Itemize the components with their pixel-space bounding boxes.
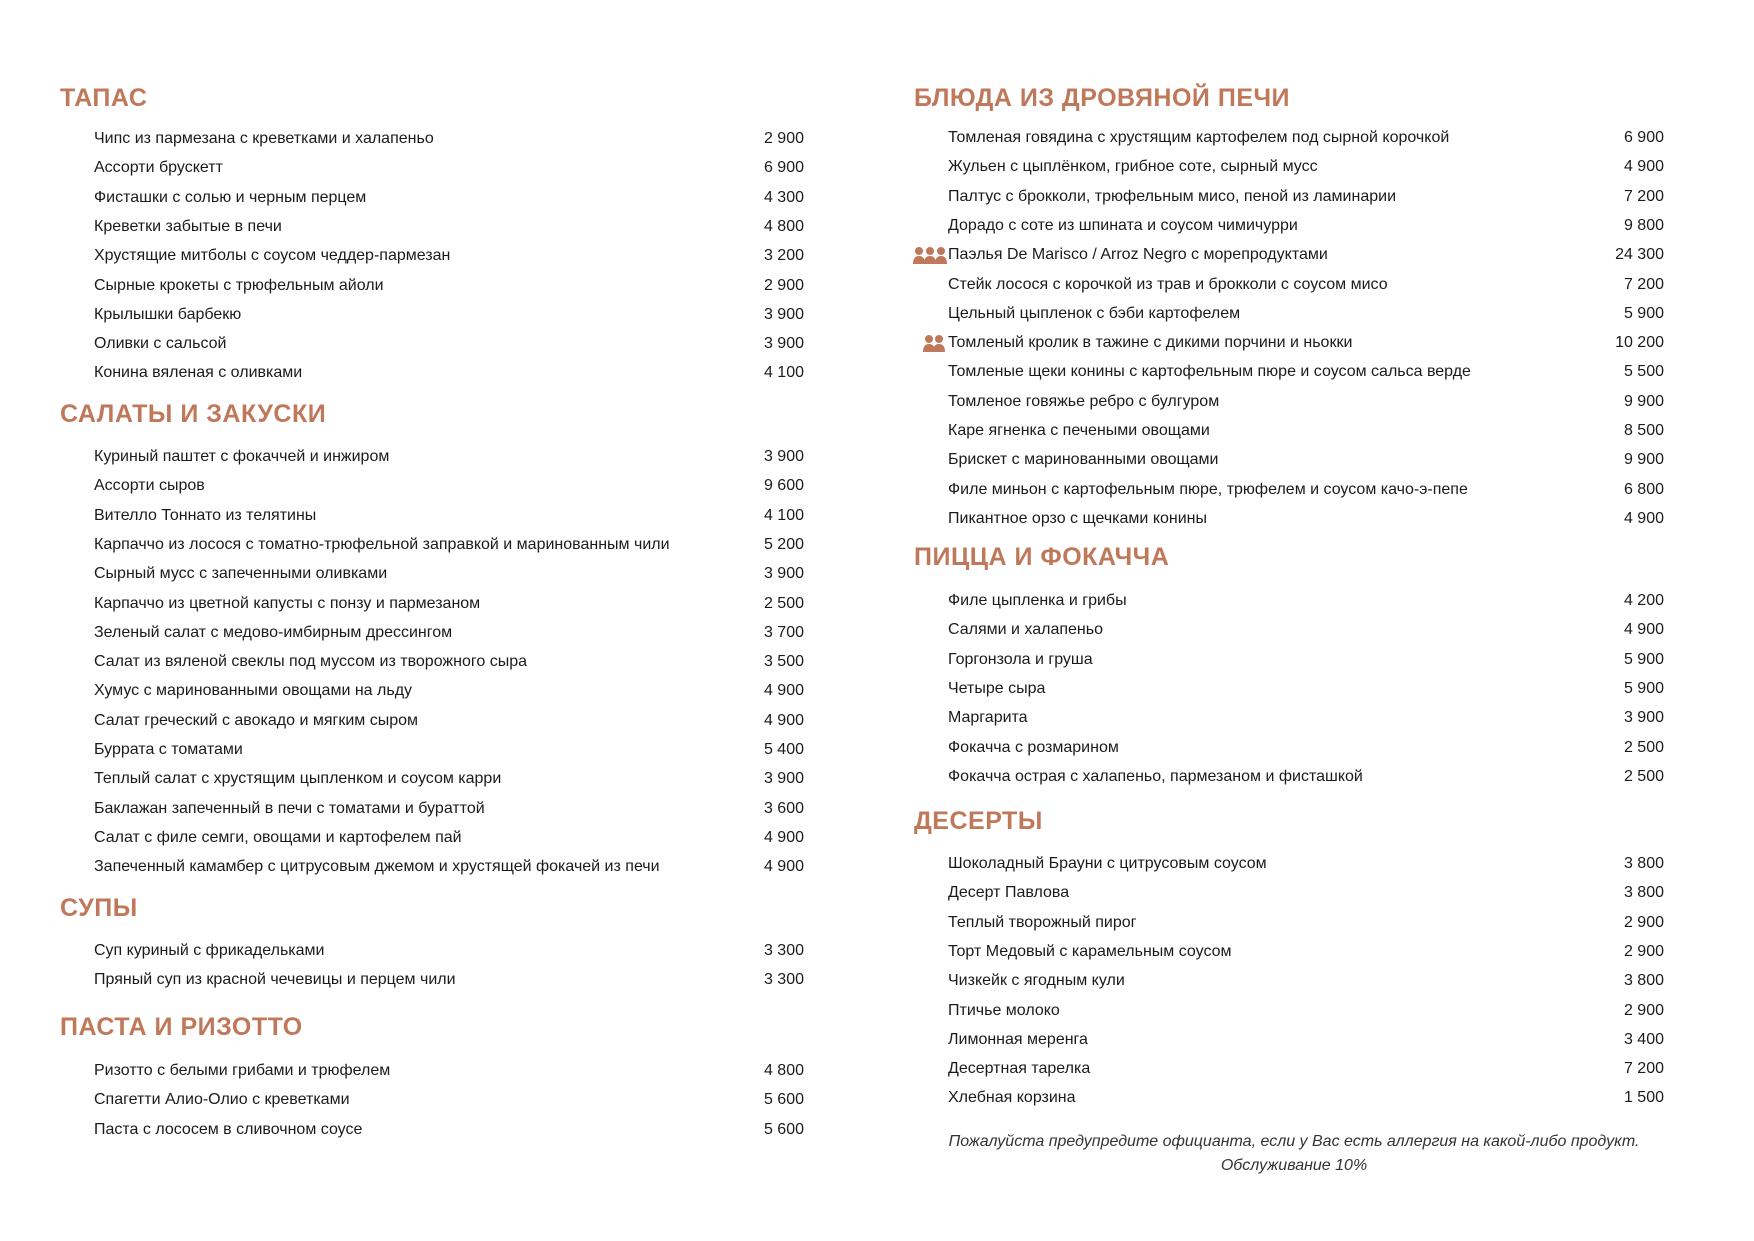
menu-item-name: Брискет с маринованными овощами <box>948 451 1219 469</box>
menu-item-price: 4 900 <box>763 858 804 876</box>
menu-item-price: 5 400 <box>763 741 804 758</box>
menu-item <box>60 216 810 245</box>
menu-item <box>914 678 1664 707</box>
menu-item <box>914 970 1664 999</box>
menu-item <box>914 449 1664 478</box>
menu-item <box>914 391 1664 420</box>
menu-item <box>60 362 810 391</box>
menu-item-price: 5 200 <box>763 535 804 553</box>
menu-item <box>60 333 810 362</box>
menu-item-name: Фокачча с розмарином <box>948 738 1119 756</box>
menu-item-price: 4 100 <box>763 506 804 524</box>
menu-item <box>60 563 810 592</box>
menu-item-name: Десерт Павлова <box>948 884 1070 902</box>
menu-item-name: Хрустящие митболы с соусом чеддер-пармезан <box>94 247 451 265</box>
menu-item-name: Маргарита <box>948 709 1028 727</box>
menu-item-name: Стейк лосося с корочкой из трав и брокколи с соусом мисо <box>948 275 1388 293</box>
allergy-notice: Пожалуйста предупредите официанта, если у Вас есть аллергия на какой-либо продукт. <box>948 1133 1640 1150</box>
menu-item-name: Салат с филе семги, овощами и картофелем пай <box>94 828 462 846</box>
menu-item <box>914 766 1664 795</box>
menu-item-price: 3 800 <box>1623 972 1664 990</box>
menu-item-name: Конина вяленая с оливками <box>94 364 303 382</box>
menu-item <box>60 304 810 333</box>
menu-item-price: 7 200 <box>1623 275 1664 293</box>
menu-item-price: 4 900 <box>1623 509 1664 527</box>
menu-item <box>60 798 810 827</box>
menu-item <box>60 739 810 768</box>
menu-item-price: 2 900 <box>1623 1001 1664 1019</box>
menu-item-price: 10 200 <box>1615 334 1664 352</box>
menu-item-name: Цельный цыпленок с бэби картофелем <box>948 304 1241 322</box>
menu-item-name: Торт Медовый с карамельным соусом <box>948 942 1232 960</box>
section-title: ТАПАС <box>60 84 148 112</box>
menu-item-price: 2 900 <box>763 276 804 294</box>
menu-item-price: 6 800 <box>1623 480 1664 498</box>
menu-item-price: 4 100 <box>763 364 804 382</box>
menu-item <box>914 215 1664 244</box>
menu-item-price: 5 600 <box>763 1091 804 1109</box>
menu-item-price: 6 900 <box>1623 129 1664 146</box>
menu-item-name: Десертная тарелка <box>948 1060 1091 1078</box>
menu-item-price: 9 900 <box>1623 392 1664 410</box>
menu-item-name: Крылышки барбекю <box>94 305 242 323</box>
menu-item-name: Оливки с сальсой <box>94 335 227 353</box>
menu-item-price: 3 900 <box>763 565 804 583</box>
menu-item-price: 1 500 <box>1623 1089 1664 1107</box>
menu-item-price: 2 500 <box>1623 738 1664 756</box>
menu-item <box>60 940 810 969</box>
menu-item-name: Томленые щеки конины с картофельным пюре и соусом сальса верде <box>948 363 1471 381</box>
menu-item-price: 5 900 <box>1623 304 1664 322</box>
menu-item <box>60 622 810 651</box>
menu-item-name: Горгонзола и груша <box>948 650 1093 668</box>
menu-item-price: 3 800 <box>1623 855 1664 872</box>
menu-item-price: 4 200 <box>1623 592 1664 609</box>
menu-item <box>914 361 1664 390</box>
menu-item-price: 4 800 <box>763 1062 804 1079</box>
menu-item-name: Хумус с маринованными овощами на льду <box>94 682 413 700</box>
menu-item-name: Спагетти Алио-Олио с креветками <box>94 1091 350 1109</box>
menu-item-price: 5 900 <box>1623 679 1664 697</box>
menu-item-price: 4 900 <box>1623 158 1664 176</box>
menu-item-name: Жульен с цыплёнком, грибное соте, сырный мусс <box>948 158 1318 176</box>
menu-item-price: 5 600 <box>763 1120 804 1138</box>
menu-item-name: Томленый кролик в тажине с дикими порчини и ньокки <box>948 334 1353 352</box>
menu-item <box>60 275 810 304</box>
menu-item-name: Пикантное орзо с щечками конины <box>948 509 1207 527</box>
menu-item-price: 3 200 <box>763 247 804 265</box>
menu-item-price: 7 200 <box>1623 1060 1664 1078</box>
service-charge-note: Обслуживание 10% <box>1220 1157 1368 1174</box>
menu-item <box>60 768 810 797</box>
menu-item <box>914 508 1664 537</box>
menu-item <box>60 187 810 216</box>
menu-item <box>60 446 810 475</box>
menu-item-name: Ассорти сыров <box>94 477 205 495</box>
menu-item-price: 3 600 <box>763 799 804 817</box>
menu-item <box>60 969 810 998</box>
menu-item <box>60 651 810 680</box>
menu-item-name: Ризотто с белыми грибами и трюфелем <box>94 1062 391 1079</box>
menu-item-price: 4 900 <box>1623 621 1664 639</box>
menu-item-name: Теплый салат с хрустящим цыпленком и соусом карри <box>94 770 502 788</box>
menu-item <box>914 941 1664 970</box>
menu-item <box>914 912 1664 941</box>
menu-item-name: Куриный паштет с фокаччей и инжиром <box>94 448 390 465</box>
allergy-footnote <box>934 1130 1654 1178</box>
menu-item <box>914 649 1664 678</box>
menu-item-name: Пряный суп из красной чечевицы и перцем чили <box>94 971 456 989</box>
menu-item <box>914 590 1664 619</box>
menu-item-price: 4 900 <box>763 682 804 700</box>
menu-item-name: Суп куриный с фрикадельками <box>94 942 325 959</box>
menu-item-price: 5 900 <box>1623 650 1664 668</box>
menu-item-price: 4 300 <box>763 188 804 206</box>
menu-item-name: Филе цыпленка и грибы <box>948 592 1127 609</box>
menu-item-name: Фокачча острая с халапеньо, пармезаном и фисташкой <box>948 767 1363 785</box>
menu-item-name: Карпаччо из цветной капусты с понзу и пармезаном <box>94 594 481 612</box>
menu-item-price: 8 500 <box>1623 422 1664 439</box>
menu-item-price: 3 900 <box>763 335 804 353</box>
menu-item-name: Фисташки с солью и черным перцем <box>94 188 367 206</box>
menu-item <box>60 245 810 274</box>
menu-item <box>914 479 1664 508</box>
menu-item-price: 2 500 <box>1623 767 1664 785</box>
menu-item <box>914 882 1664 911</box>
menu-item <box>60 475 810 504</box>
menu-item-name: Чизкейк с ягодным кули <box>948 972 1125 990</box>
menu-item-price: 9 800 <box>1623 216 1664 234</box>
menu-item-price: 3 700 <box>763 623 804 641</box>
menu-item-name: Запеченный камамбер с цитрусовым джемом и хрустящей фокачей из печи <box>94 858 660 876</box>
menu-item-name: Баклажан запеченный в печи с томатами и бураттой <box>94 799 485 817</box>
menu-item-name: Томленое говяжье ребро с булгуром <box>948 392 1220 410</box>
menu-item-name: Теплый творожный пирог <box>948 913 1137 931</box>
menu-item-price: 9 900 <box>1623 451 1664 469</box>
menu-item <box>914 332 1664 361</box>
menu-item-name: Хлебная корзина <box>948 1089 1076 1107</box>
menu-item <box>914 1000 1664 1029</box>
two-people-icon <box>922 334 946 352</box>
menu-item-name: Зеленый салат с медово-имбирным дрессингом <box>94 623 453 641</box>
menu-item-name: Каре ягненка с печеными овощами <box>948 422 1210 439</box>
section-title: ПАСТА И РИЗОТТО <box>60 1013 303 1041</box>
menu-item-price: 7 200 <box>1623 187 1664 205</box>
menu-item-price: 2 900 <box>1623 942 1664 960</box>
menu-item <box>60 505 810 534</box>
menu-item-price: 6 900 <box>763 159 804 177</box>
menu-item <box>60 680 810 709</box>
section-title: САЛАТЫ И ЗАКУСКИ <box>60 400 327 428</box>
menu-item-price: 3 500 <box>763 653 804 671</box>
menu-item <box>914 186 1664 215</box>
menu-item-name: Ассорти брускетт <box>94 159 223 177</box>
menu-item-price: 2 900 <box>1623 913 1664 931</box>
menu-item-price: 5 500 <box>1623 363 1664 381</box>
menu-item-name: Томленая говядина с хрустящим картофелем под сырной корочкой <box>948 129 1450 146</box>
menu-item-name: Птичье молоко <box>948 1001 1060 1019</box>
menu-item-name: Палтус с брокколи, трюфельным мисо, пеной из ламинарии <box>948 187 1396 205</box>
section-title: ДЕСЕРТЫ <box>914 807 1043 835</box>
menu-item-price: 4 900 <box>763 711 804 729</box>
menu-item <box>914 707 1664 736</box>
menu-item <box>60 827 810 856</box>
menu-item-price: 3 900 <box>763 448 804 465</box>
menu-item-price: 24 300 <box>1615 246 1664 264</box>
menu-item-name: Филе миньон с картофельным пюре, трюфелем и соусом качо-э-пепе <box>948 480 1468 498</box>
menu-item <box>914 244 1664 273</box>
menu-item-name: Салями и халапеньо <box>948 621 1103 639</box>
menu-item-price: 2 500 <box>763 594 804 612</box>
menu-item-name: Салат из вяленой свеклы под муссом из творожного сыра <box>94 653 527 671</box>
menu-item-price: 9 600 <box>763 477 804 495</box>
menu-item <box>60 710 810 739</box>
menu-item-price: 3 900 <box>1623 709 1664 727</box>
menu-item-name: Салат греческий с авокадо и мягким сыром <box>94 711 418 729</box>
menu-item-price: 3 400 <box>1623 1030 1664 1048</box>
menu-item <box>914 274 1664 303</box>
menu-item-name: Карпаччо из лосося с томатно-трюфельной заправкой и маринованным чили <box>94 535 670 553</box>
three-people-icon <box>913 246 947 264</box>
menu-item-price: 2 900 <box>763 130 804 147</box>
menu-item <box>60 128 810 157</box>
menu-item-price: 3 300 <box>763 942 804 959</box>
menu-item <box>914 127 1664 156</box>
menu-item <box>60 1119 810 1148</box>
menu-item-price: 3 300 <box>763 971 804 989</box>
menu-item-name: Паста с лососем в сливочном соусе <box>94 1120 363 1138</box>
menu-item-name: Вителло Тоннато из телятины <box>94 506 317 524</box>
menu-item <box>60 1060 810 1089</box>
menu-item <box>914 1058 1664 1087</box>
section-title: ПИЦЦА И ФОКАЧЧА <box>914 543 1170 571</box>
menu-item <box>60 534 810 563</box>
menu-item-price: 3 900 <box>763 770 804 788</box>
menu-item <box>60 593 810 622</box>
menu-item-price: 3 900 <box>763 305 804 323</box>
menu-item <box>60 856 810 885</box>
menu-item-name: Сырные крокеты с трюфельным айоли <box>94 276 384 294</box>
menu-item <box>914 853 1664 882</box>
menu-item-name: Четыре сыра <box>948 679 1046 697</box>
menu-item <box>914 1029 1664 1058</box>
menu-item-name: Чипс из пармезана с креветками и халапеньо <box>94 130 434 147</box>
menu-item <box>914 1087 1664 1116</box>
menu-item-name: Буррата с томатами <box>94 741 243 758</box>
menu-item-price: 4 800 <box>763 217 804 235</box>
menu-item-name: Дорадо с соте из шпината и соусом чимичурри <box>948 216 1298 234</box>
menu-item-name: Паэлья De Marisco / Arroz Negro с морепродуктами <box>948 246 1328 264</box>
menu-item <box>60 157 810 186</box>
menu-item <box>914 737 1664 766</box>
menu-item <box>914 619 1664 648</box>
menu-item <box>914 156 1664 185</box>
menu-item-name: Креветки забытые в печи <box>94 217 282 235</box>
menu-item-name: Сырный мусс с запеченными оливками <box>94 565 388 583</box>
menu-item-name: Шоколадный Брауни с цитрусовым соусом <box>948 855 1267 872</box>
menu-item-price: 3 800 <box>1623 884 1664 902</box>
section-title: СУПЫ <box>60 894 138 922</box>
section-title: БЛЮДА ИЗ ДРОВЯНОЙ ПЕЧИ <box>914 84 1291 112</box>
menu-item-name: Лимонная меренга <box>948 1030 1088 1048</box>
menu-item-price: 4 900 <box>763 828 804 846</box>
menu-item <box>60 1089 810 1118</box>
menu-item <box>914 303 1664 332</box>
menu-item <box>914 420 1664 449</box>
